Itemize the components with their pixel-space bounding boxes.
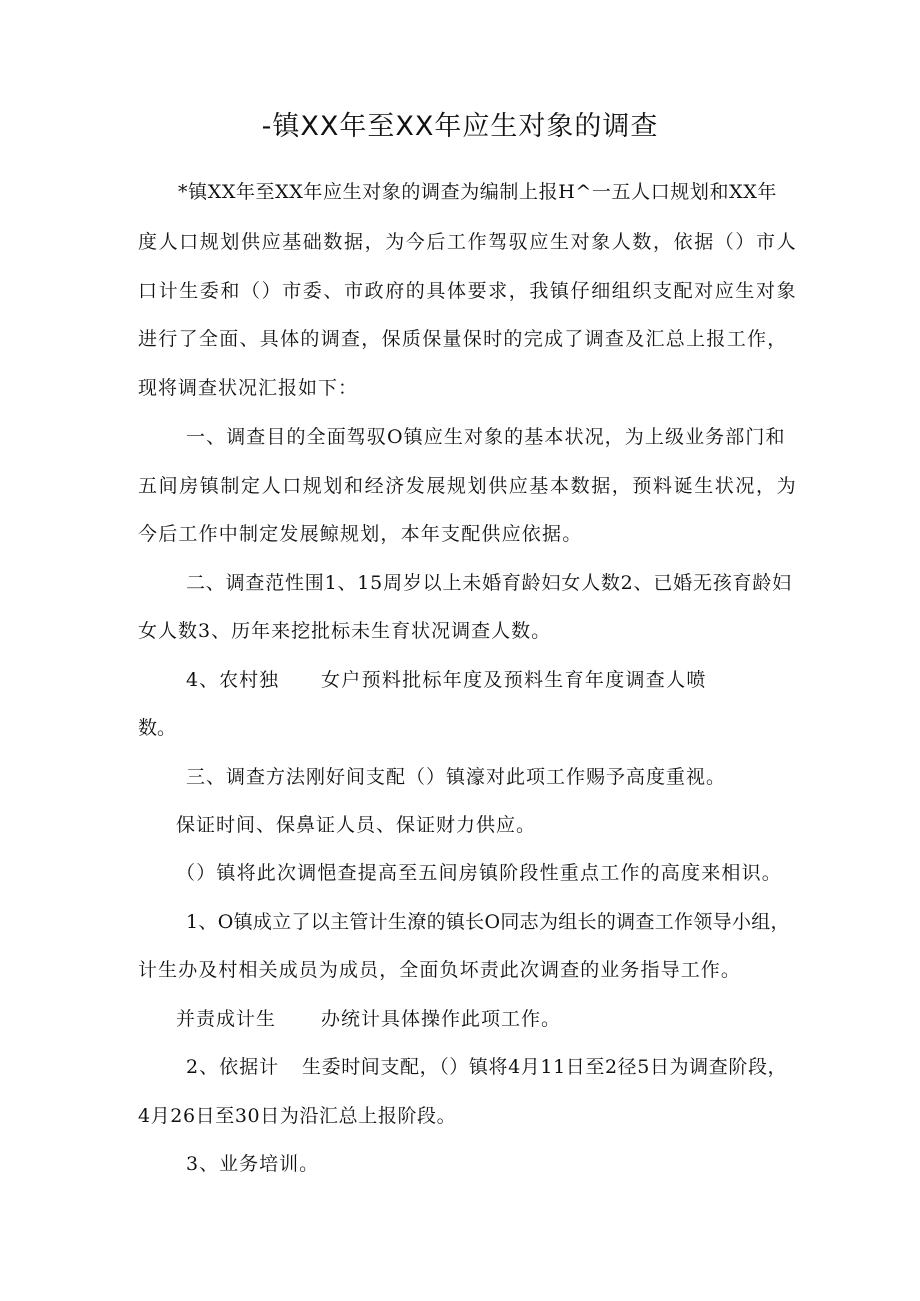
section-3-item-1-line-2: 计生办及村相关成员为成员，全面负坏责此次调查的业务指导工作。 xyxy=(138,959,742,981)
paragraph-intro-line-1: *镇XX年至XX年应生对象的调查为编制上报H^一五人口规划和XX年 xyxy=(178,181,777,203)
section-3-item-2-start: 2、依据计 xyxy=(186,1056,280,1078)
section-3-item-1-line-3-start: 并责成计生 xyxy=(176,1008,277,1030)
section-3-line-1: 三、调查方法刚好间支配（）镇濠对此项工作赐予高度重视。 xyxy=(186,766,727,788)
section-3-item-2-cont: 生委时间支配，（）镇将4月11日至2径5日为调查阶段， xyxy=(302,1056,788,1078)
section-3-line-2: 保证时间、保鼻证人员、保证财力供应。 xyxy=(176,814,537,836)
section-1-line-2: 五间房镇制定人口规划和经济发展规划供应基本数据，预料诞生状况，为 xyxy=(138,475,798,497)
section-3-item-3: 3、业务培训。 xyxy=(186,1153,320,1175)
section-2-item-4-cont: 女户预料批标年度及预料生育年度调查人喷 xyxy=(321,669,707,691)
section-3-item-2-line-2: 4月26日至30日为沿汇总上报阶段。 xyxy=(138,1105,457,1127)
section-3-line-3: （）镇将此次调悒查提高至五间房镇阶段性重点工作的高度来相识。 xyxy=(176,862,783,884)
section-3-item-1-line-3-cont: 办统计具体操作此项工作。 xyxy=(321,1008,562,1030)
document-title: -镇XX年至XX年应生对象的调查 xyxy=(261,111,659,142)
paragraph-intro-line-3: 口计生委和（）市委、市政府的具体要求，我镇仔细组织支配对应生对象 xyxy=(138,280,798,302)
section-1-line-3: 今后工作中制定发展鲸规划，本年支配供应依据。 xyxy=(138,523,583,545)
section-2-line-2: 女人数3、历年来挖批标未生育状况调查人数。 xyxy=(138,620,552,642)
paragraph-intro-line-2: 度人口规划供应基础数据，为今后工作驾驭应生对象人数，依据（）市人 xyxy=(138,231,798,253)
paragraph-intro-line-5: 现将调查状况汇报如下： xyxy=(138,377,359,399)
section-2-item-4-end: 数。 xyxy=(138,717,177,739)
section-1-line-1: 一、调查目的全面驾驭O镇应生对象的基本状况，为上级业务部门和 xyxy=(186,426,786,448)
section-3-item-1-line-1: 1、O镇成立了以主管计生潦的镇长O同志为组长的调查工作领导小组， xyxy=(186,911,790,933)
section-2-line-1: 二、调查范性围1、15周岁以上未婚育龄妇女人数2、已婚无孩育龄妇 xyxy=(186,572,792,594)
paragraph-intro-line-4: 进行了全面、具体的调查，保质保量保时的完成了调查及汇总上报工作， xyxy=(138,328,788,350)
section-2-item-4-start: 4、农村独 xyxy=(186,669,280,691)
